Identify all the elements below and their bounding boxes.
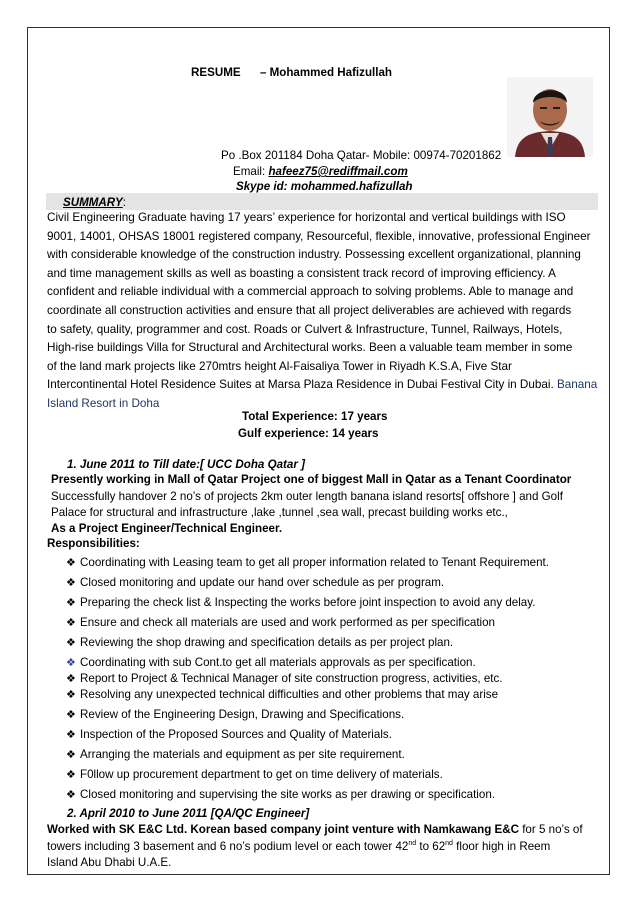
job1-role2: As a Project Engineer/Technical Engineer. <box>51 522 283 535</box>
diamond-bullet-icon: ❖ <box>66 749 76 761</box>
responsibility-text: Inspection of the Proposed Sources and Quality of Materials. <box>80 728 392 741</box>
job2-company: Worked with SK E&C Ltd. Korean based company joint venture with Namkawang E&C <box>47 823 519 836</box>
diamond-bullet-icon: ❖ <box>66 597 76 609</box>
diamond-bullet-icon: ❖ <box>66 577 76 589</box>
job1-description-line: Successfully handover 2 no’s of projects 2km outer length banana island resorts[ offshore ] and Golf <box>51 490 563 503</box>
responsibility-item <box>66 574 444 592</box>
resume-title <box>191 63 392 82</box>
responsibility-item <box>66 766 443 784</box>
address-line: Po .Box 201184 Doha Qatar- Mobile: 00974-70201862 <box>221 149 502 162</box>
job2-line-rest: for 5 no’s of <box>518 823 583 836</box>
job1-role-line: Presently working in Mall of Qatar Project one of biggest Mall in Qatar as a Tenant Coordinator <box>51 473 572 486</box>
email-label: Email: <box>233 165 269 178</box>
total-experience: Total Experience: 17 years <box>242 410 388 423</box>
summary-colon: : <box>122 196 126 209</box>
summary-line: coordinate all construction activities and ensure that all project deliverables are achieved with regards <box>47 303 572 317</box>
responsibility-text: Coordinating with sub Cont.to get all materials approvals as per specification. <box>80 656 476 669</box>
diamond-bullet-icon: ❖ <box>66 689 76 701</box>
summary-line-with-tail <box>47 376 599 395</box>
responsibility-text: Arranging the materials and equipment as per site requirement. <box>80 748 405 761</box>
summary-line: Civil Engineering Graduate having 17 years’ experience for horizontal and vertical buildings with ISO <box>47 211 566 224</box>
diamond-bullet-icon: ❖ <box>66 617 76 629</box>
job1-description-line: Palace for structural and infrastructure ,lake ,tunnel ,sea wall, precast building works etc., <box>51 506 508 519</box>
responsibility-text: Report to Project & Technical Manager of site construction progress, activities, etc. <box>80 672 503 685</box>
summary-line: and time management skills as well as boasting a consistent track record of improving efficiency. A <box>47 266 556 280</box>
summary-paragraph <box>47 209 599 414</box>
job2-text: floor high in Reem <box>452 840 551 853</box>
person-photo-icon <box>507 77 593 157</box>
job2-text: towers including 3 basement and 6 no’s podium level or each tower 42 <box>47 840 409 853</box>
resume-label: RESUME <box>191 66 241 79</box>
responsibility-item <box>66 554 549 572</box>
responsibility-item <box>66 786 495 804</box>
responsibility-text: Ensure and check all materials are used and work performed as per specification <box>80 616 496 629</box>
summary-line: Intercontinental Hotel Residence Suites at Marsa Plaza Residence in Dubai Festival City in Dubai. <box>47 378 554 392</box>
responsibility-text: Closed monitoring and supervising the site works as per drawing or specification. <box>80 788 496 801</box>
responsibility-text: Coordinating with Leasing team to get all proper information related to Tenant Requirement. <box>80 556 549 569</box>
email-link[interactable]: hafeez75@rediffmail.com <box>268 165 408 178</box>
summary-line: to safety, quality, programmer and cost. Roads or Culvert & Infrastructure, Tunnel, Railways, Hotels, <box>47 322 563 336</box>
diamond-bullet-icon: ❖ <box>66 729 76 741</box>
summary-line: 9001, 14001, OHSAS 18001 registered company, Resourceful, flexible, innovative, professional Engineer <box>47 229 591 243</box>
responsibility-item <box>66 726 392 744</box>
job1-heading: 1. June 2011 to Till date:[ UCC Doha Qatar ] <box>67 458 305 471</box>
diamond-bullet-icon: ❖ <box>66 657 76 669</box>
responsibility-text: Preparing the check list & Inspecting the works before joint inspection to avoid any delay. <box>80 596 536 609</box>
summary-heading-label: SUMMARY <box>63 196 123 209</box>
responsibility-text: F0llow up procurement department to get on time delivery of materials. <box>80 768 443 781</box>
summary-line: of the land mark projects like 270mtrs height Al-Faisaliya Tower in Riyadh K.S.A, Five Star <box>47 359 512 373</box>
responsibility-item <box>66 686 498 704</box>
summary-highlight: Banana <box>556 378 598 392</box>
summary-line: confident and reliable individual with a commercial approach to solving problems. Able to manage and <box>47 285 574 299</box>
summary-last-line: Island Resort in Doha <box>47 396 160 410</box>
summary-heading-bar <box>46 193 598 210</box>
diamond-bullet-icon: ❖ <box>66 673 76 685</box>
diamond-bullet-icon: ❖ <box>66 637 76 649</box>
responsibility-item <box>66 634 453 652</box>
superscript: nd <box>445 840 453 848</box>
responsibilities-heading: Responsibilities: <box>47 537 140 550</box>
gulf-experience: Gulf experience: 14 years <box>238 427 379 440</box>
responsibility-item <box>66 746 405 764</box>
candidate-name: – Mohammed Hafizullah <box>259 66 392 79</box>
job2-heading: 2. April 2010 to June 2011 [QA/QC Engineer] <box>67 807 310 820</box>
responsibility-text: Review of the Engineering Design, Drawing and Specifications. <box>80 708 405 721</box>
superscript: nd <box>408 840 417 848</box>
diamond-bullet-icon: ❖ <box>66 709 76 721</box>
responsibility-text: Reviewing the shop drawing and specification details as per project plan. <box>80 636 454 649</box>
job2-text: to 62 <box>416 840 446 853</box>
job2-line: Island Abu Dhabi U.A.E. <box>47 856 172 869</box>
responsibility-text: Closed monitoring and update our hand over schedule as per program. <box>80 576 445 589</box>
summary-line: High-rise buildings Villa for Structural and Architectural works. Been a valuable team member in some <box>47 341 573 355</box>
profile-photo <box>507 77 593 157</box>
skype-line: Skype id: mohammed.hafizullah <box>236 180 413 193</box>
summary-line: with considerable knowledge of the construction industry. Possessing excellent organizational, planning <box>47 248 581 262</box>
responsibility-text: Resolving any unexpected technical difficulties and other problems that may arise <box>80 688 499 701</box>
diamond-bullet-icon: ❖ <box>66 557 76 569</box>
diamond-bullet-icon: ❖ <box>66 769 76 781</box>
responsibility-item <box>66 706 404 724</box>
diamond-bullet-icon: ❖ <box>66 789 76 801</box>
responsibility-item <box>66 594 535 612</box>
responsibility-item <box>66 614 495 632</box>
